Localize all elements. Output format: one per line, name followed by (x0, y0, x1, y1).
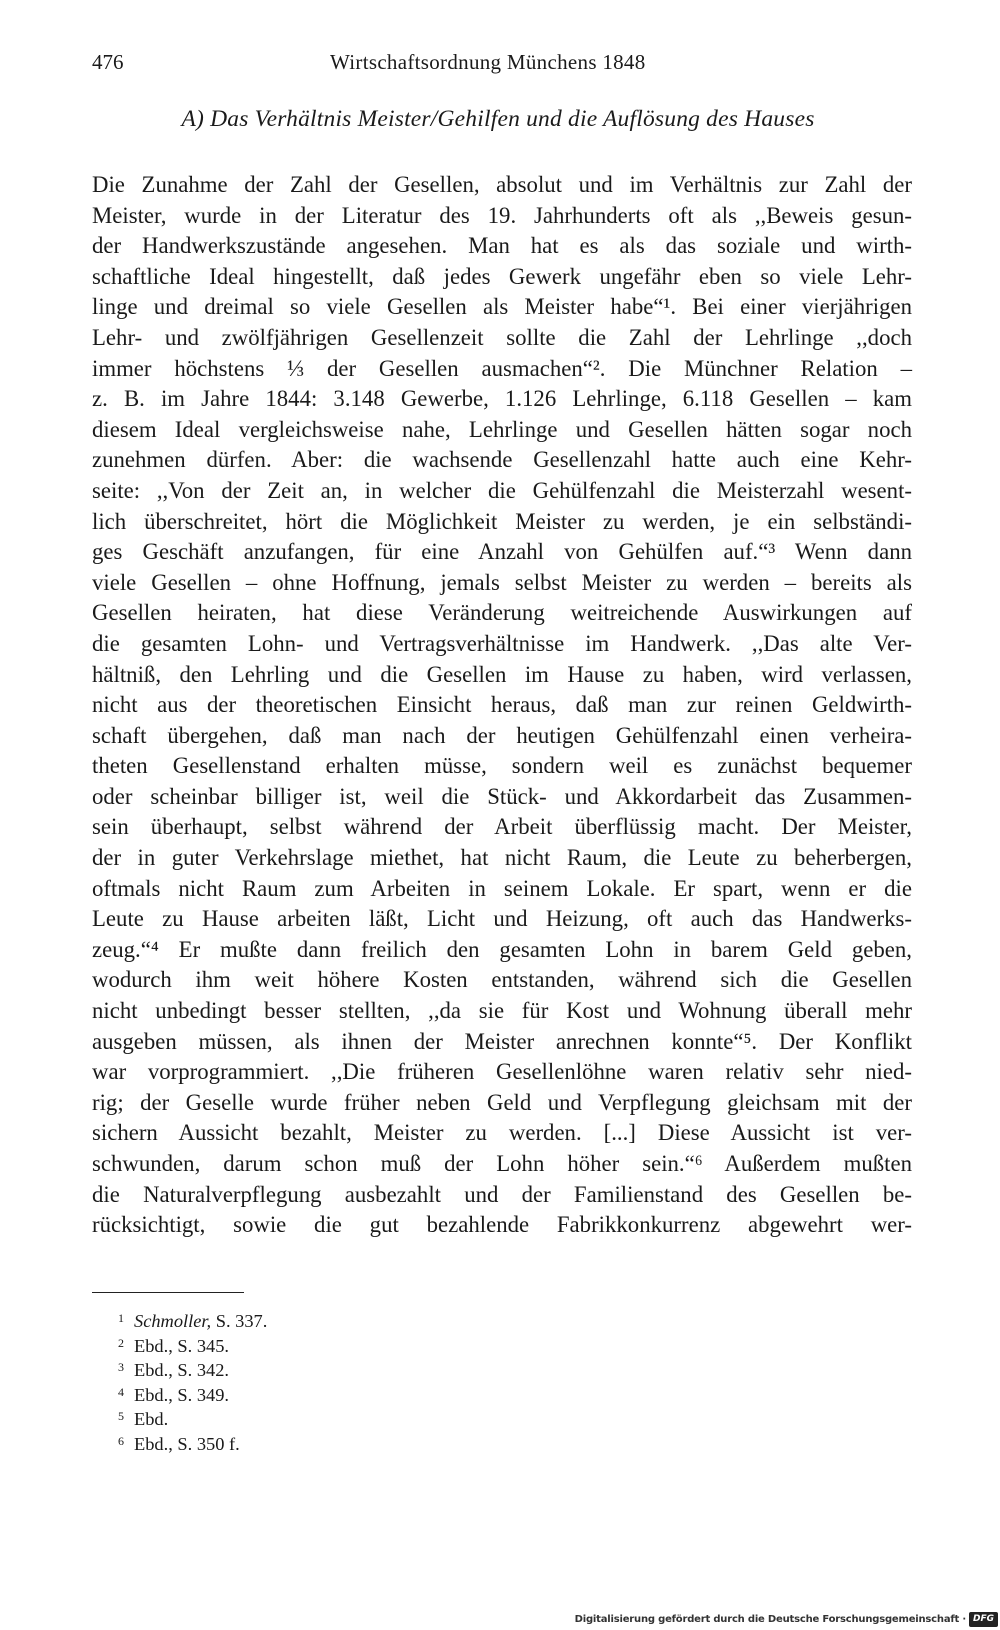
body-line: Leute zu Hause arbeiten läßt, Licht und Heizung, oft auch das Handwerks- (92, 906, 912, 932)
footnote-author: Schmoller, (134, 1311, 212, 1331)
body-line: Gesellen heiraten, hat diese Veränderung weitreichende Auswirkungen auf (92, 600, 912, 626)
dfg-logo: DFG (969, 1612, 998, 1627)
footnote-text: Ebd., S. 350 f. (134, 1433, 240, 1454)
body-line: ges Geschäft anzufangen, für eine Anzahl von Gehülfen auf.“³ Wenn dann (92, 539, 912, 565)
body-line: Meister, wurde in der Literatur des 19. Jahrhunderts oft als ,,Beweis gesun- (92, 202, 912, 228)
footnote-text: Ebd., S. 342. (134, 1360, 230, 1380)
footnote (118, 1306, 518, 1331)
section-heading: A) Das Verhältnis Meister/Gehilfen und die Auflösung des Hauses (181, 106, 815, 132)
running-title: Wirtschaftsordnung Münchens 1848 (330, 50, 646, 74)
body-line: diesem Ideal vergleichsweise nahe, Lehrlinge und Gesellen hätten sogar noch (92, 416, 912, 442)
body-line: schwunden, darum schon muß der Lohn höher sein.“⁶ Außerdem mußten (92, 1151, 912, 1176)
body-line: linge und dreimal so viele Gesellen als Meister habe“¹. Bei einer vierjährigen (92, 294, 912, 320)
body-line: die gesamten Lohn- und Vertragsverhältnisse im Handwerk. ,,Das alte Ver- (92, 630, 912, 656)
footnote (118, 1429, 518, 1454)
body-line: immer höchstens ⅓ der Gesellen ausmachen“². Die Münchner Relation – (92, 355, 912, 381)
body-line: war vorprogrammiert. ,,Die früheren Gesellenlöhne waren relativ sehr nied- (92, 1059, 912, 1085)
footnote (118, 1331, 518, 1356)
body-line: der in guter Verkehrslage miethet, hat nicht Raum, die Leute zu beherbergen, (92, 845, 912, 871)
body-line: theten Gesellenstand erhalten müsse, sondern weil es zunächst bequemer (92, 753, 912, 779)
footnote-divider (92, 1292, 244, 1293)
footnote (118, 1404, 518, 1429)
footnote-number: 1 (118, 1311, 124, 1325)
body-line: hältniß, den Lehrling und die Gesellen im Hause zu haben, wird verlassen, (92, 661, 912, 687)
body-text (92, 170, 912, 1241)
body-line: nicht aus der theoretischen Einsicht heraus, daß man zur reinen Geldwirth- (92, 692, 912, 718)
body-line: schaft übergehen, daß man nach der heutigen Gehülfenzahl einen verheira- (92, 722, 912, 748)
body-line: rücksichtigt, sowie die gut bezahlende Fabrikkonkurrenz abgewehrt wer- (92, 1212, 912, 1238)
body-line: der Handwerkszustände angesehen. Man hat es als das soziale und wirth- (92, 233, 912, 259)
page-header (92, 46, 688, 86)
body-line: wodurch ihm weit höhere Kosten entstanden, während sich die Gesellen (92, 967, 912, 993)
footnote-text: Ebd., S. 345. (134, 1335, 230, 1356)
body-line: oder scheinbar billiger ist, weil die Stück- und Akkordarbeit das Zusammen- (92, 783, 912, 809)
body-line: ausgeben müssen, als ihnen der Meister anrechnen konnte“⁵. Der Konflikt (92, 1028, 912, 1054)
footnote-number: 5 (118, 1409, 124, 1423)
footnote (118, 1380, 518, 1405)
body-line: seite: ,,Von der Zeit an, in welcher die Gehülfenzahl die Meisterzahl wesent- (92, 477, 912, 503)
body-line: sein überhaupt, selbst während der Arbeit überflüssig macht. Der Meister, (92, 814, 912, 840)
footnote (118, 1355, 518, 1380)
footnote-text: Ebd., S. 349. (134, 1384, 230, 1405)
body-line: zeug.“⁴ Er mußte dann freilich den gesamten Lohn in barem Geld geben, (92, 936, 912, 962)
footnote-text: Ebd. (134, 1409, 169, 1429)
digitization-credit: Digitalisierung gefördert durch die Deutsche Forschungsgemeinschaft · (574, 1614, 966, 1625)
footnote-number: 4 (118, 1384, 124, 1399)
body-line: Die Zunahme der Zahl der Gesellen, absolut und im Verhältnis zur Zahl der (92, 172, 912, 197)
body-line: schaftliche Ideal hingestellt, daß jedes Gewerk ungefähr eben so viele Lehr- (92, 263, 912, 289)
body-line: lich überschreitet, hört die Möglichkeit Meister zu werden, je ein selbständi- (92, 508, 912, 534)
footnotes (118, 1306, 518, 1453)
body-line: z. B. im Jahre 1844: 3.148 Gewerbe, 1.126 Lehrlinge, 6.118 Gesellen – kam (92, 386, 912, 412)
body-line: nicht unbedingt besser stellten, ,,da sie für Kost und Wohnung überall mehr (92, 998, 912, 1024)
body-line: rig; der Geselle wurde früher neben Geld und Verpflegung gleichsam mit der (92, 1089, 912, 1115)
body-line: Lehr- und zwölfjährigen Gesellenzeit sollte die Zahl der Lehrlinge ,,doch (92, 324, 912, 350)
footnote-text: Schmoller, S. 337. (134, 1311, 268, 1331)
body-line: die Naturalverpflegung ausbezahlt und der Familienstand des Gesellen be- (92, 1181, 912, 1207)
footnote-number: 3 (118, 1360, 124, 1374)
body-line: oftmals nicht Raum zum Arbeiten in seinem Lokale. Er spart, wenn er die (92, 875, 912, 901)
body-line: zunehmen dürfen. Aber: die wachsende Gesellenzahl hatte auch eine Kehr- (92, 447, 912, 473)
page-number: 476 (92, 50, 124, 74)
footnote-number: 6 (118, 1433, 124, 1448)
footnote-number: 2 (118, 1335, 124, 1350)
body-line: sichern Aussicht bezahlt, Meister zu werden. [...] Diese Aussicht ist ver- (92, 1120, 912, 1146)
body-line: viele Gesellen – ohne Hoffnung, jemals selbst Meister zu werden – bereits als (92, 569, 912, 595)
